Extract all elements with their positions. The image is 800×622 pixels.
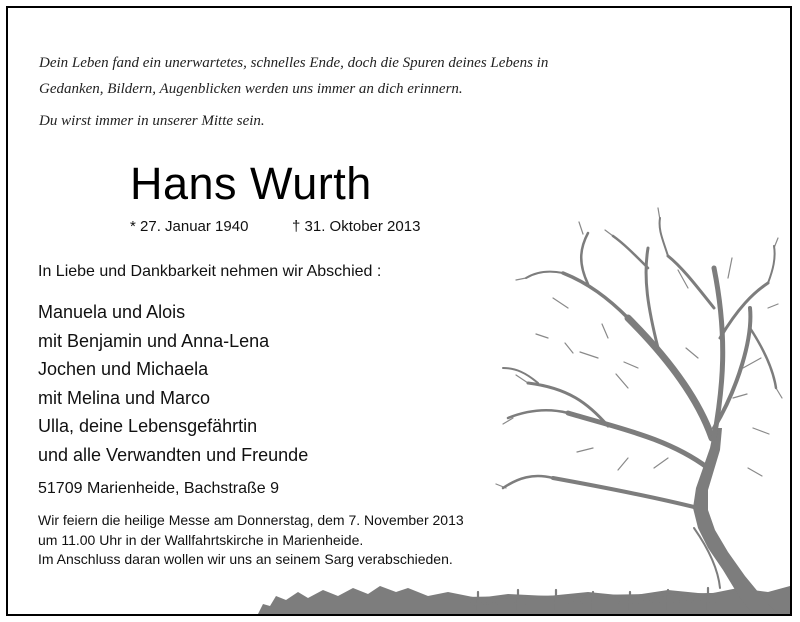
birth-date: * 27. Januar 1940 bbox=[130, 218, 249, 235]
farewell-intro: In Liebe und Dankbarkeit nehmen wir Abschied : bbox=[38, 263, 382, 280]
service-info bbox=[38, 511, 464, 570]
address: 51709 Marienheide, Bachstraße 9 bbox=[38, 480, 280, 497]
quote-line-3: Du wirst immer in unserer Mitte sein. bbox=[39, 113, 265, 129]
service-line: Wir feiern die heilige Messe am Donnerstag, dem 7. November 2013 bbox=[38, 512, 464, 528]
quote-line-1: Dein Leben fand ein unerwartetes, schnelles Ende, doch die Spuren deines Lebens in bbox=[39, 55, 549, 71]
obituary-card bbox=[6, 6, 792, 616]
family-member: Jochen und Michaela bbox=[38, 359, 209, 379]
death-date: † 31. Oktober 2013 bbox=[292, 218, 421, 235]
family-member: mit Melina und Marco bbox=[38, 387, 211, 408]
family-member: mit Benjamin und Anna-Lena bbox=[38, 330, 270, 351]
service-line: um 11.00 Uhr in der Wallfahrtskirche in Marienheide. bbox=[38, 531, 364, 548]
deceased-name: Hans Wurth bbox=[130, 158, 372, 209]
family-member: Manuela und Alois bbox=[38, 302, 186, 322]
family-list bbox=[38, 298, 308, 469]
family-member: Ulla, deine Lebensgefährtin bbox=[38, 416, 258, 436]
service-line: Im Anschluss daran wollen wir uns an seinem Sarg verabschieden. bbox=[38, 551, 453, 567]
family-member: und alle Verwandten und Freunde bbox=[38, 444, 309, 465]
quote-line-2: Gedanken, Bildern, Augenblicken werden uns immer an dich erinnern. bbox=[39, 81, 463, 97]
